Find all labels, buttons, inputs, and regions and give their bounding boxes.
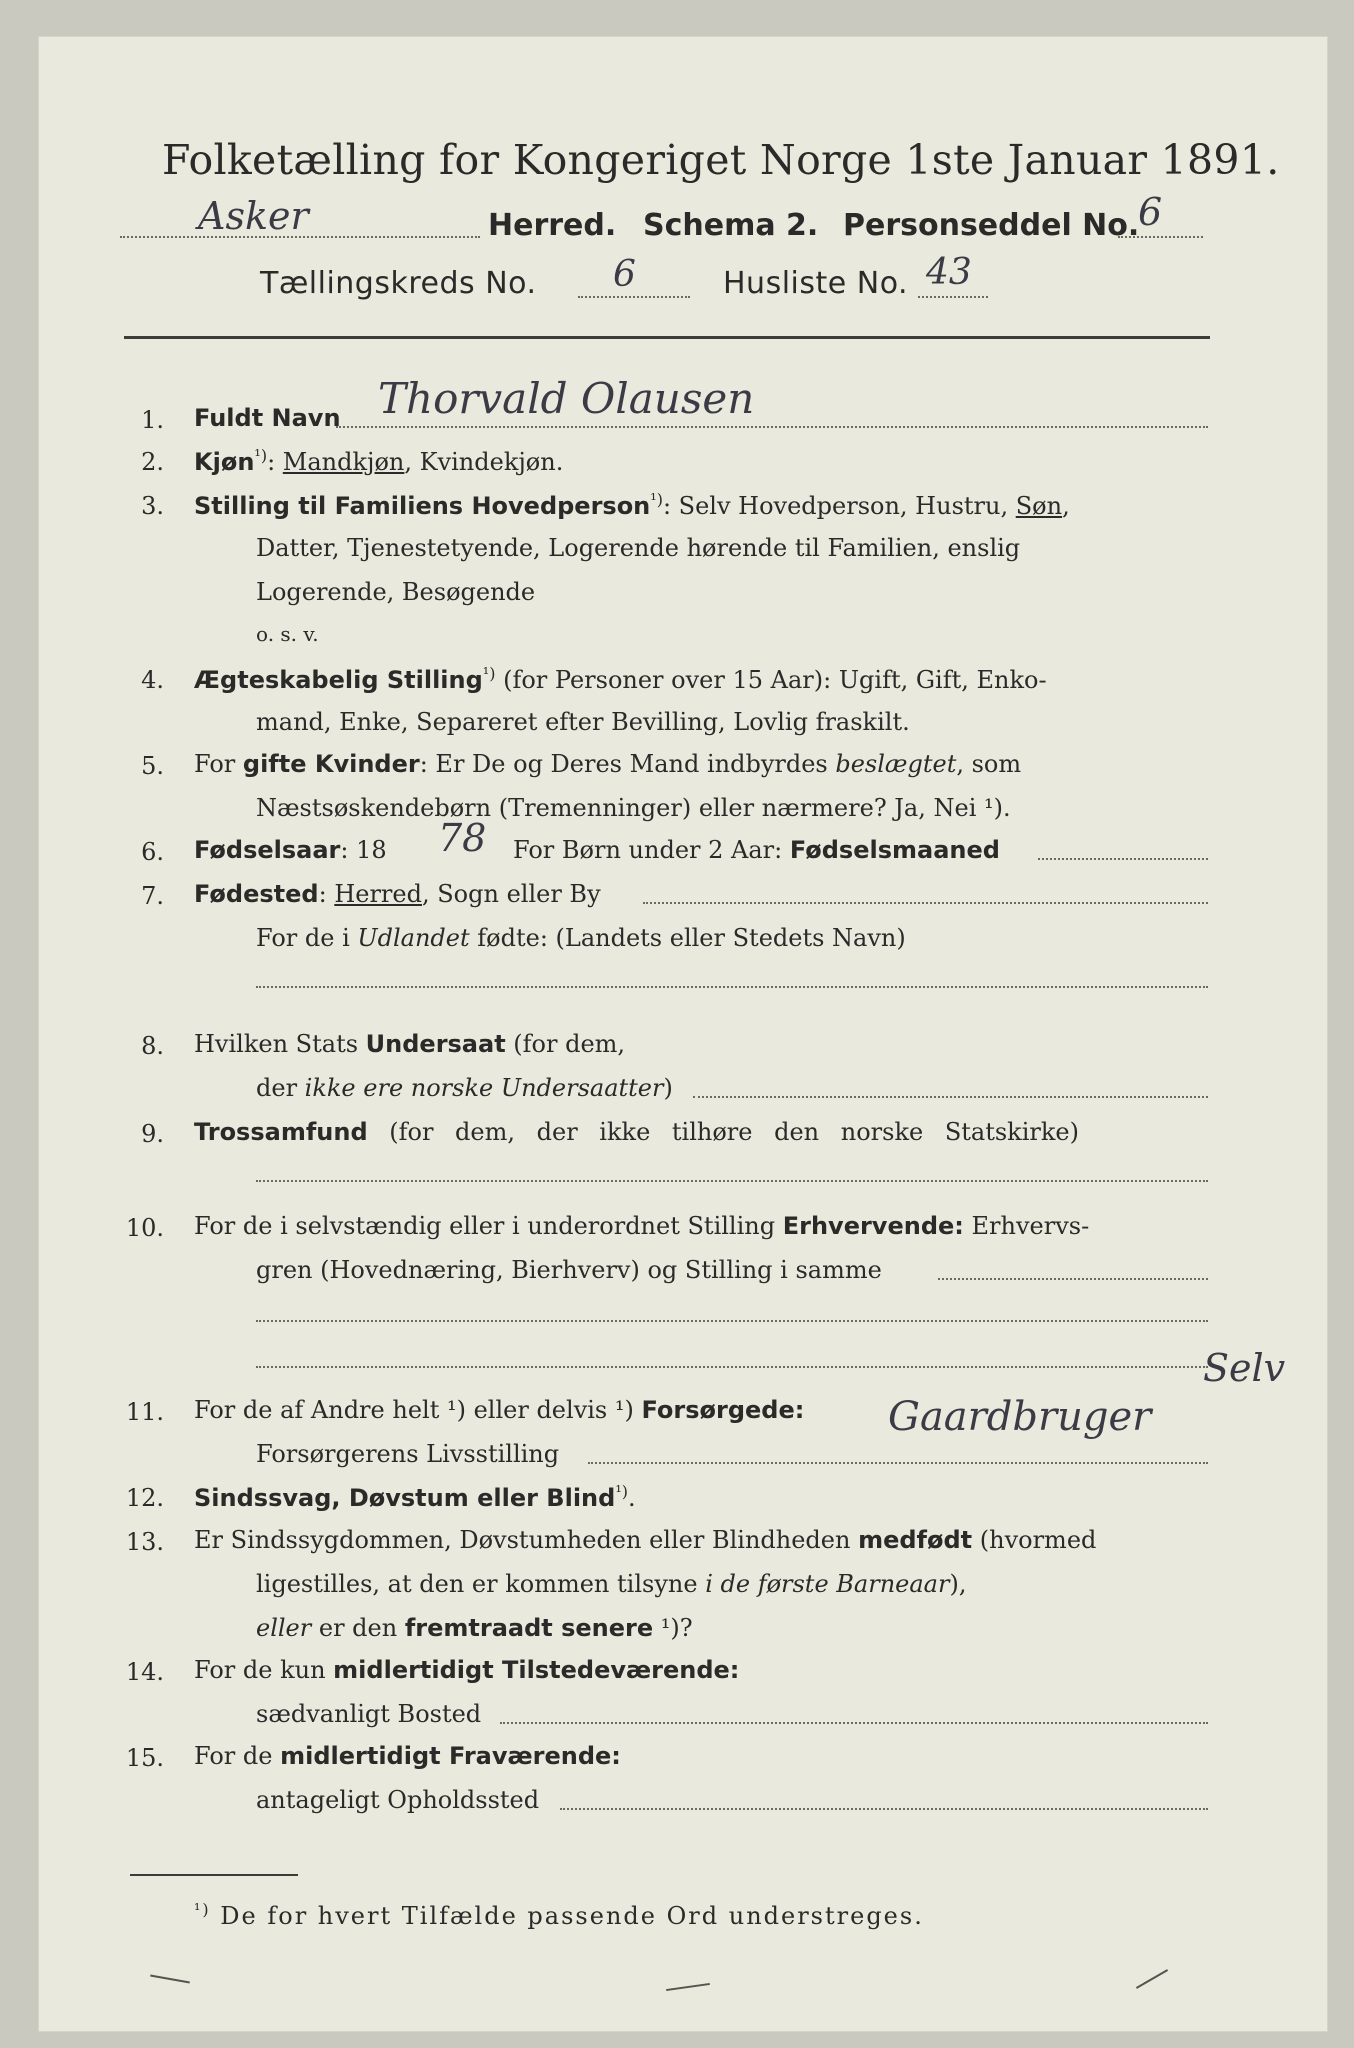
husliste-value: 43 [926,252,972,293]
item-2-number: 2. [141,448,164,476]
item-10-prefix: For de i selvstændig eller i underordnet Stilling [194,1212,783,1240]
item-8-paren: ) [663,1074,673,1102]
item-13-line-2 [256,1570,966,1598]
item-3-line-3: Logerende, Besøgende [256,578,536,606]
item-4-footnote-ref: ¹) [482,664,496,683]
item-14-line-1 [194,1656,739,1684]
item-9-label: Trossamfund [194,1118,368,1146]
item-14-label: midlertidigt Tilstedeværende: [333,1656,740,1684]
item-10-dotted-line-3 [256,1366,1208,1368]
item-6-label2: Fødselsmaaned [789,836,1000,864]
item-15-line-1 [194,1742,621,1770]
item-7-suffix: fødte: (Landets eller Stedets Navn) [469,924,906,952]
item-8-label: Undersaat [365,1030,506,1058]
kreds-label: Tællingskreds No. [260,266,537,301]
item-8-prefix: Hvilken Stats [194,1030,366,1058]
item-7-udlandet: Udlandet [357,924,470,952]
item-9-dotted-line [256,1180,1208,1182]
item-14-number: 14. [125,1658,164,1686]
item-6-year-value: 78 [438,816,487,860]
item-10-label: Erhvervende: [782,1212,964,1240]
item-7-dotted-line-2 [256,986,1208,988]
margin-mark-center [666,1983,710,1991]
item-10-dotted-line-2 [256,1320,1208,1322]
personseddel-label: Personseddel No. [843,208,1140,243]
item-6-number: 6. [141,838,164,866]
personseddel-dotted-line [1118,236,1203,238]
item-14-prefix: For de kun [194,1656,334,1684]
footnote-text: De for hvert Tilfælde passende Ord understreges. [210,1902,924,1930]
item-9-number: 9. [141,1120,164,1148]
husliste-label: Husliste No. [723,266,909,301]
footnote-rule [130,1874,298,1876]
personseddel-value: 6 [1138,190,1163,234]
item-8-number: 8. [141,1032,164,1060]
item-13-line-3 [256,1614,693,1642]
item-10-line-1 [194,1212,1089,1240]
item-13-l2-suffix: ), [949,1570,967,1598]
herred-value: Asker [198,194,309,238]
item-7-option-herred: Herred [334,880,422,908]
item-7-options: , Sogn eller By [421,880,601,908]
item-6-text: For Børn under 2 Aar: [513,836,790,864]
item-10-suffix: Erhvervs- [963,1212,1090,1240]
item-4-number: 4. [141,666,164,694]
item-12-footnote-ref: ¹) [615,1482,628,1501]
item-4-options-a: (for Personer over 15 Aar): Ugift, Gift, Enko- [495,666,1047,694]
item-10-dotted-line-1 [938,1278,1208,1280]
item-2-option-mandkjon: Mandkjøn [282,448,405,476]
item-14-line-2: sædvanligt Bosted [256,1700,482,1728]
item-10-number: 10. [125,1214,164,1242]
item-13-l3-text: er den [311,1614,405,1642]
item-7-dotted-line-1 [643,902,1208,904]
item-5-line-2: Næstsøskendebørn (Tremenninger) eller nærmere? Ja, Nei ¹). [256,794,1011,822]
item-12-label: Sindssvag, Døvstum eller Blind [194,1484,616,1512]
item-13-l2-italic: i de første Barneaar [705,1570,950,1598]
item-5-prefix: For [194,750,243,778]
item-9-line [194,1118,1079,1146]
item-1-dotted-line [336,426,1208,428]
margin-mark-left [150,1975,190,1984]
item-15-dotted-line [560,1808,1208,1810]
item-3-footnote-ref: ¹) [650,490,663,509]
item-6-line-b [513,836,1000,864]
item-3-number: 3. [141,492,164,520]
item-6-label: Fødselsaar [194,836,341,864]
item-11-prefix: For de af Andre helt ¹) eller delvis ¹) [194,1396,642,1424]
item-5-number: 5. [141,752,164,780]
item-12-number: 12. [125,1484,164,1512]
item-15-prefix: For de [194,1742,281,1770]
item-2-colon: : [267,448,283,476]
item-13-eller: eller [256,1614,312,1642]
item-1-value: Thorvald Olausen [378,374,755,423]
item-8-line-1 [194,1030,625,1058]
kreds-value: 6 [613,254,636,295]
item-3-options-a: : Selv Hovedperson, Hustru, [662,492,1016,520]
item-13-suffix: (hvormed [972,1526,1097,1554]
item-7-number: 7. [141,882,164,910]
item-9-rest: (for dem, der ikke tilhøre den norske Statskirke) [367,1118,1079,1146]
item-3-line-4: o. s. v. [256,622,319,646]
item-11-value-selv: Selv [1203,1346,1286,1390]
item-1-number: 1. [141,406,164,434]
item-2-label: Kjøn [194,448,255,476]
item-8-italic: ikke ere norske Undersaatter [304,1074,664,1102]
item-13-number: 13. [125,1528,164,1556]
item-11-dotted-line [588,1462,1208,1464]
husliste-dotted-line [918,296,988,298]
item-13-label: medfødt [858,1526,973,1554]
item-7-line-1 [194,880,601,908]
item-5-question: : Er De og Deres Mand indbyrdes [419,750,836,778]
item-11-line-1 [194,1396,804,1424]
item-3-option-son: Søn [1015,492,1063,520]
item-5-suffix: , som [956,750,1022,778]
margin-mark-right [1136,1969,1168,1989]
item-13-l2-prefix: ligestilles, at den er kommen tilsyne [256,1570,706,1598]
item-6-dotted-line [1038,858,1208,860]
item-3-label: Stilling til Familiens Hovedperson [194,492,651,520]
item-13-l3-end: ¹)? [653,1614,693,1642]
item-13-label2: fremtraadt senere [404,1614,654,1642]
item-13-prefix: Er Sindssygdommen, Døvstumheden eller Blindheden [194,1526,859,1554]
item-5-italic: beslægtet [835,750,957,778]
item-7-prefix: For de i [256,924,358,952]
form-title: Folketælling for Kongeriget Norge 1ste Januar 1891. [162,136,1280,184]
item-3-line-2: Datter, Tjenestetyende, Logerende hørende til Familien, enslig [256,534,1021,562]
kreds-dotted-line [578,296,690,298]
item-8-der: der [256,1074,305,1102]
item-7-colon: : [318,880,335,908]
item-3-line-1 [194,490,1070,520]
item-8-dotted-line [693,1096,1208,1098]
item-14-dotted-line [500,1722,1208,1724]
item-2-footnote-ref: ¹) [254,446,268,465]
item-7-line-2 [256,924,906,952]
item-15-label: midlertidigt Fraværende: [280,1742,621,1770]
item-15-line-2: antageligt Opholdssted [256,1786,540,1814]
item-6-line [194,836,387,864]
census-form-page [38,36,1328,2032]
item-12-line [194,1482,636,1512]
schema-label: Schema 2. [643,208,819,243]
item-6-century: : 18 [340,836,387,864]
herred-label: Herred. [488,208,617,243]
footnote-marker: ¹) [194,1900,211,1919]
header-rule [124,336,1210,339]
item-11-value-livsstilling: Gaardbruger [888,1394,1152,1440]
item-15-number: 15. [125,1744,164,1772]
item-11-number: 11. [125,1398,164,1426]
item-8-line-2 [256,1074,673,1102]
item-13-line-1 [194,1526,1096,1554]
item-12-period: . [627,1484,636,1512]
item-4-line-1 [194,664,1047,694]
item-3-comma: , [1062,492,1070,520]
item-10-line-2: gren (Hovednæring, Bierhverv) og Stilling i samme [256,1256,882,1284]
item-2-line [194,446,563,476]
item-4-label: Ægteskabelig Stilling [194,666,483,694]
item-7-label: Fødested [194,880,319,908]
item-8-suffix: (for dem, [505,1030,626,1058]
item-11-line-2: Forsørgerens Livsstilling [256,1440,560,1468]
item-11-label: Forsørgede: [641,1396,805,1424]
item-5-label: gifte Kvinder [242,750,420,778]
item-5-line-1 [194,750,1021,778]
item-1-label: Fuldt Navn [194,404,341,432]
item-4-line-2: mand, Enke, Separeret efter Bevilling, Lovlig fraskilt. [256,708,910,736]
item-2-option-kvindekjon: , Kvindekjøn. [404,448,564,476]
footnote [194,1900,924,1930]
